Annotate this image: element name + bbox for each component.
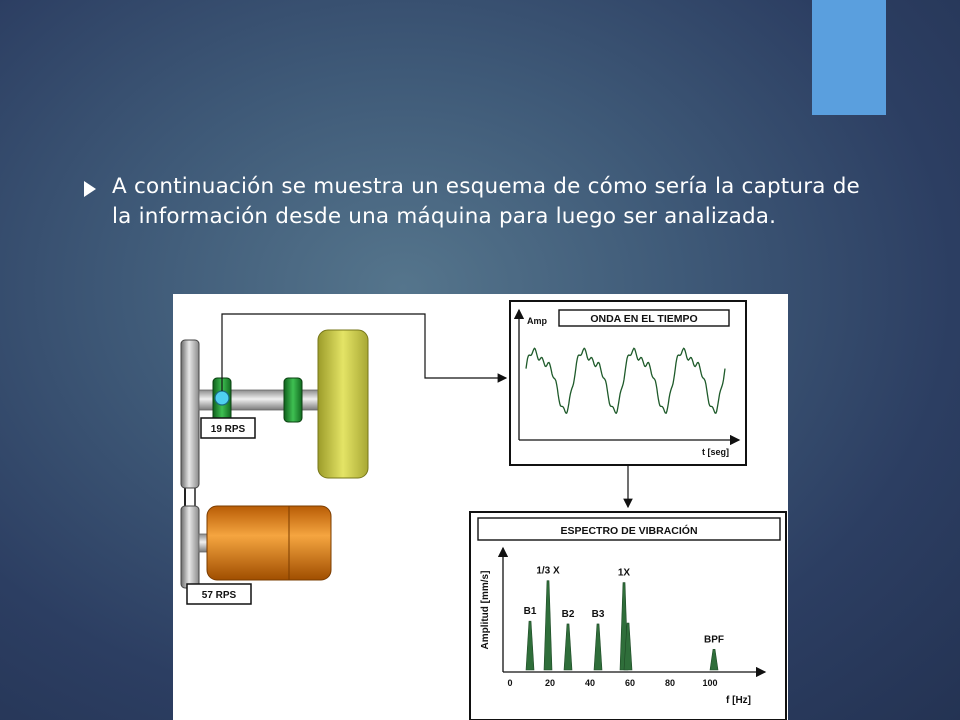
bearing-right [284, 378, 302, 422]
spectrum-peak-label: B3 [591, 608, 605, 620]
time-waveform-panel [510, 301, 746, 465]
spectrum-x-tick: 60 [624, 678, 636, 688]
spectrum-peak-label: 1X [617, 567, 631, 579]
spectrum-x-tick: 0 [507, 678, 513, 688]
spectrum-peak-label: BPF [704, 634, 724, 646]
spectrum-x-tick: 100 [702, 678, 718, 688]
motor-speed-label [187, 584, 251, 604]
spectrum-panel [470, 512, 786, 720]
motor [207, 506, 331, 580]
spectrum-x-tick: 20 [544, 678, 556, 688]
time-x-label: t [seg] [702, 447, 729, 457]
vibration-sensor-icon [215, 391, 229, 405]
bullet-arrow-icon [84, 181, 96, 197]
motor-pulley [181, 506, 199, 588]
shaft-speed-label [201, 418, 255, 438]
spectrum-x-tick: 80 [664, 678, 676, 688]
spectrum-peak-label: 1/3 X [536, 565, 560, 577]
spectrum-x-tick: 40 [584, 678, 596, 688]
spectrum-title: ESPECTRO DE VIBRACIÓN [560, 525, 698, 537]
driven-pulley [181, 340, 199, 488]
spectrum-x-label: f [Hz] [726, 695, 751, 706]
bullet-text: A continuación se muestra un esquema de cómo sería la captura de la información desde una máquina para luego ser analizada. [112, 174, 860, 229]
spectrum-peak-label: B2 [561, 608, 575, 620]
svg-text:19 RPS: 19 RPS [210, 424, 246, 435]
accent-bar [812, 0, 886, 115]
bullet-item [84, 172, 864, 232]
vibration-diagram-figure [173, 294, 788, 720]
svg-text:57 RPS: 57 RPS [201, 590, 237, 601]
vibration-diagram [173, 294, 788, 720]
spectrum-peak-label: B1 [523, 606, 537, 618]
flywheel [318, 330, 368, 478]
time-y-label: Amp [527, 316, 547, 326]
spectrum-y-label: Amplitud [mm/s] [480, 570, 491, 650]
time-plot-title: ONDA EN EL TIEMPO [590, 313, 698, 325]
